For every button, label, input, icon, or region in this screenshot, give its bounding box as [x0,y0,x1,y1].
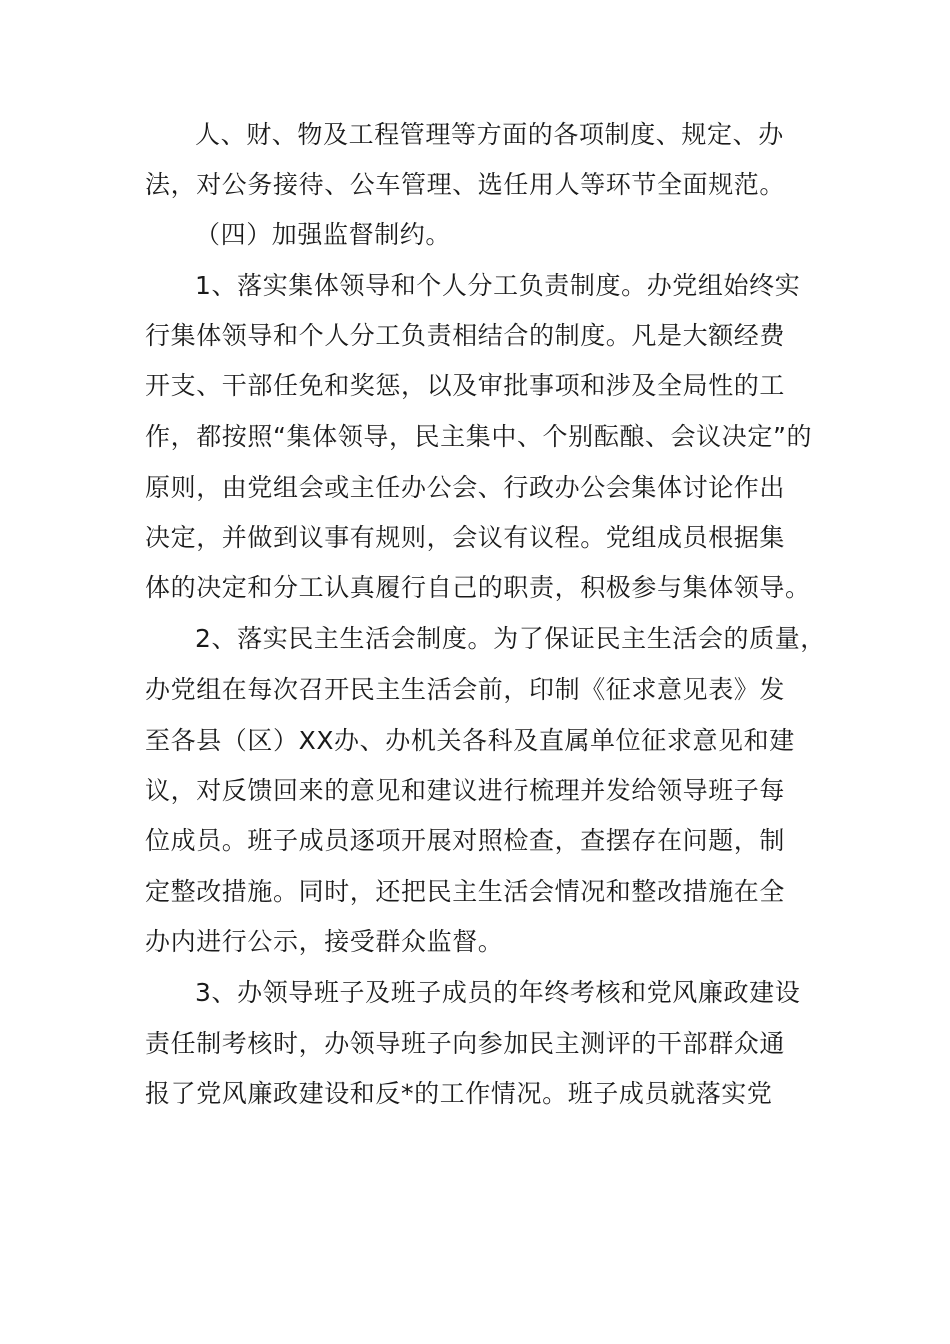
text-line: 1、落实集体领导和个人分工负责制度。办党组始终实 [195,271,801,300]
text-line: 办党组在每次召开民主生活会前，印制《征求意见表》发 [145,675,786,704]
text-line: 人、财、物及工程管理等方面的各项制度、规定、办 [195,120,784,149]
text-line: 报了党风廉政建设和反*的工作情况。班子成员就落实党 [145,1079,773,1108]
text-line: 2、落实民主生活会制度。为了保证民主生活会的质量， [195,624,826,653]
text-line: 定整改措施。同时，还把民主生活会情况和整改措施在全 [145,877,786,906]
text-line: 办内进行公示，接受群众监督。 [145,927,504,956]
text-line: 议，对反馈回来的意见和建议进行梳理并发给领导班子每 [145,776,786,805]
text-line: 原则，由党组会或主任办公会、行政办公会集体讨论作出 [145,473,786,502]
text-line: 决定，并做到议事有规则，会议有议程。党组成员根据集 [145,523,786,552]
text-line: 法，对公务接待、公车管理、选任用人等环节全面规范。 [145,170,786,199]
text-line: 位成员。班子成员逐项开展对照检查，查摆存在问题，制 [145,826,786,855]
section-heading: （四）加强监督制约。 [195,220,452,249]
text-line: 行集体领导和个人分工负责相结合的制度。凡是大额经费 [145,321,786,350]
text-line: 至各县（区）XX办、办机关各科及直属单位征求意见和建 [145,726,795,755]
text-line: 作，都按照“集体领导，民主集中、个别酝酿、会议决定”的 [145,422,813,451]
text-line: 开支、干部任免和奖惩，以及审批事项和涉及全局性的工 [145,371,786,400]
text-line: 3、办领导班子及班子成员的年终考核和党风廉政建设 [195,978,801,1007]
text-line: 体的决定和分工认真履行自己的职责，积极参与集体领导。 [145,573,811,602]
text-line: 责任制考核时，办领导班子向参加民主测评的干部群众通 [145,1029,786,1058]
